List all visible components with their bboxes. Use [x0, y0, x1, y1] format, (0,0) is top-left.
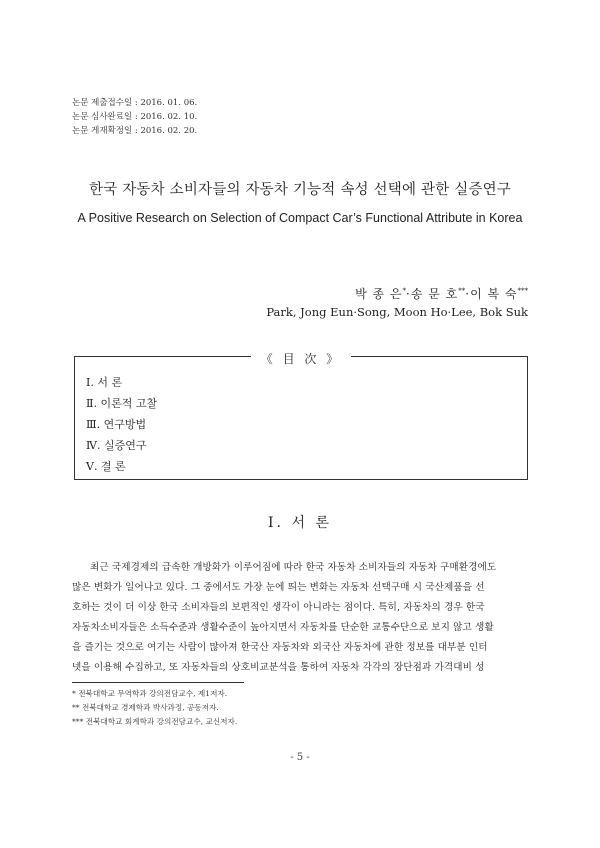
authors-english: Park, Jong Eun·Song, Moon Ho·Lee, Bok Suk [266, 305, 528, 319]
author-2-name: 송 문 호 [410, 287, 459, 301]
footnote-2: ** 전북대학교 경제학과 박사과정, 공동저자. [72, 703, 219, 712]
body-line: 호하는 것이 더 이상 한국 소비자들의 보편적인 생각이 아니라는 점이다. 특히, 자동차의 경우 한국 [72, 602, 485, 613]
footnotes [72, 687, 237, 729]
toc-item-method: Ⅲ. 연구방법 [86, 418, 147, 431]
section-heading: Ⅰ. 서 론 [268, 515, 332, 531]
toc-item-theory: Ⅱ. 이론적 고찰 [86, 397, 158, 410]
table-of-contents [74, 352, 528, 480]
date-submitted: 논문 제출접수일 : 2016. 01. 06. [72, 98, 198, 108]
author-2-mark: ** [458, 287, 466, 295]
body-paragraph [72, 558, 528, 678]
author-separator: · [406, 287, 411, 301]
author-3-mark: *** [517, 287, 528, 295]
footnote-divider [72, 682, 244, 683]
submission-dates [72, 96, 197, 138]
authors-korean [355, 285, 528, 302]
body-line: 자동차소비자들은 소득수준과 생활수준이 높아지면서 자동차를 단순한 교통수단으로 보지 않고 생활 [72, 622, 494, 633]
author-3-name: 이 복 숙 [470, 287, 518, 301]
toc-item-empirical: Ⅳ. 실증연구 [86, 439, 147, 452]
body-line: 최근 국제경제의 급속한 개방화가 이루어짐에 따라 한국 자동차 소비자들의 자동차 구매환경에도 [90, 562, 497, 573]
author-1-name: 박 종 은 [355, 287, 403, 301]
body-line: 을 즐기는 것으로 여기는 사람이 많아져 한국산 자동차와 외국산 자동차에 관한 정보를 대부분 인터 [72, 642, 488, 653]
toc-item-introduction: Ⅰ. 서 론 [86, 376, 123, 389]
body-line: 넷을 이용해 수집하고, 또 자동차들의 상호비교분석을 통하여 자동차 각각의 장단점과 가격대비 성 [72, 662, 485, 673]
footnote-1: * 전북대학교 무역학과 강의전담교수, 제1저자. [72, 689, 228, 698]
footnote-3: *** 전북대학교 회계학과 강의전담교수, 교신저자. [72, 717, 238, 726]
date-reviewed: 논문 심사완료일 : 2016. 02. 10. [72, 112, 198, 122]
paper-title-english: A Positive Research on Selection of Compact Car’s Functional Attribute in Korea [77, 211, 523, 225]
date-accepted: 논문 게재확정일 : 2016. 02. 20. [72, 126, 198, 136]
toc-title: 《 目 次 》 [251, 352, 351, 366]
author-1-mark: * [402, 287, 407, 295]
body-line: 많은 변화가 일어나고 있다. 그 중에서도 가장 눈에 띄는 변화는 자동차 선택구매 시 국산제품을 선 [72, 582, 485, 593]
page-number: - 5 - [290, 752, 310, 763]
paper-title-korean: 한국 자동차 소비자들의 자동차 기능적 속성 선택에 관한 실증연구 [88, 182, 512, 198]
toc-list [86, 372, 157, 477]
toc-item-conclusion: Ⅴ. 결 론 [86, 460, 126, 473]
author-separator: · [465, 287, 471, 301]
